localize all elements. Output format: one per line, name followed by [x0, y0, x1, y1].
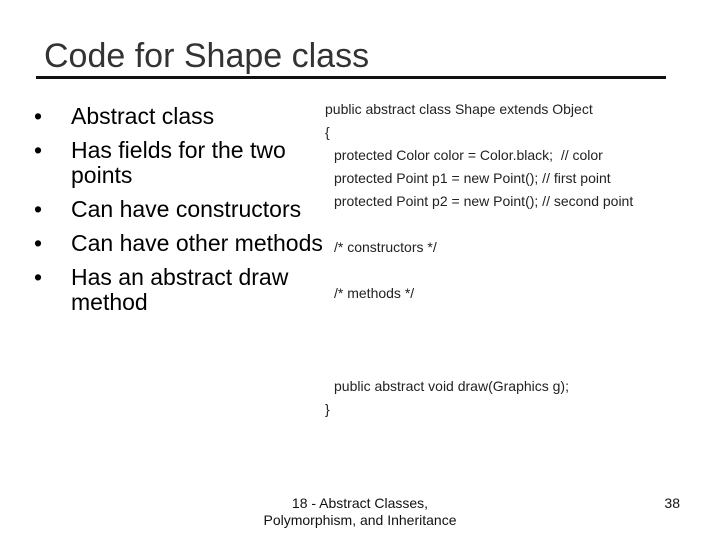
bullet-marker: • [33, 230, 43, 256]
bullet-text: Can have constructors [71, 196, 302, 222]
code-class-declaration: public abstract class Shape extends Object [325, 101, 593, 117]
code-field-p1: protected Point p1 = new Point(); // first point [334, 170, 611, 186]
bullet-text: Can have other methods [71, 230, 323, 256]
bullet-marker: • [33, 196, 43, 222]
footer-line: 18 - Abstract Classes, [291, 495, 429, 511]
code-close-brace: } [325, 401, 330, 417]
bullet-item [28, 197, 328, 222]
bullet-item [28, 231, 328, 256]
bullet-text: Has an abstract draw method [71, 264, 289, 315]
bullet-text: Abstract class [71, 103, 215, 129]
bullet-marker: • [33, 103, 43, 129]
page-number: 38 [664, 495, 680, 511]
bullet-item [28, 265, 328, 315]
bullet-list [28, 104, 328, 324]
code-comment-constructors: /* constructors */ [334, 239, 437, 255]
code-open-brace: { [325, 124, 330, 140]
slide-footer [250, 495, 470, 529]
code-abstract-draw: public abstract void draw(Graphics g); [334, 378, 569, 394]
footer-line: Polymorphism, and Inheritance [263, 512, 457, 528]
slide-title: Code for Shape class [44, 37, 370, 75]
code-field-p2: protected Point p2 = new Point(); // second point [334, 193, 634, 209]
code-comment-methods: /* methods */ [334, 285, 415, 301]
bullet-text: Has fields for the two points [71, 137, 286, 188]
code-field-color: protected Color color = Color.black; // color [334, 147, 603, 163]
bullet-item [28, 104, 328, 129]
bullet-marker: • [33, 264, 43, 290]
title-underline [36, 76, 666, 79]
bullet-marker: • [33, 137, 43, 163]
bullet-item [28, 138, 328, 188]
